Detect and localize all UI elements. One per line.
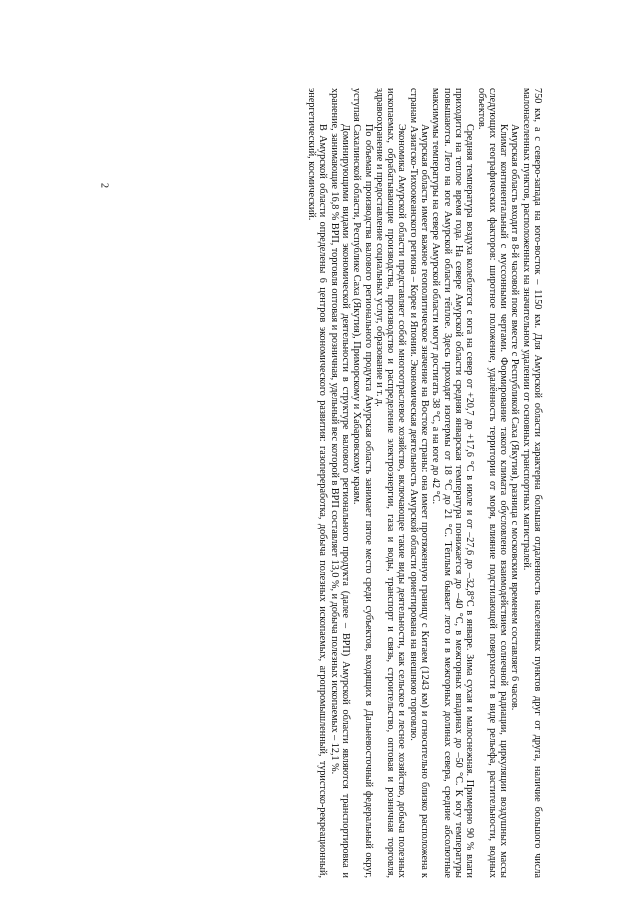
document-body [103,88,543,878]
paragraph: Амурская область имеет важное геополитическое значение на Востоке страны: она имеет протяженную границу с Китаем (1243 км) и относительно близко расположена к странам Азиатско-Тихоокеанского региона – Корее и Японии. Экономическая деятельность Амурской области ориентирована на внешнюю торговлю. [407,88,431,878]
page-number: 2 [98,182,110,189]
paragraph: Доминирующими видами экономической деятельности в структуре валового регионального продукта (далее – ВРП) Амурской области являются транспортировка и хранение, занимающие 16,8 % ВРП, торговля оптовая и розничная, удельный вес которой в ВРП составляет 13,0 %, и добыча полезных ископаемых – 12,1 %. [328,88,351,878]
paragraph: Климат континентальный с муссонными чертами. Формирование такого климата обусловлено взаимодействием солнечной радиации, циркуляции воздушных массы следующих географических факторов: широтное положение, удалённость территории от моря, влияние подстилающей поверхности в виде рельефа, растительности, водных объектов. [475,88,510,878]
paragraph: Средняя температура воздуха колеблется с юга на север от +20,7 до +17,6 °С в июле и от –27,6 до –32,8°С в январе. Зима сухая и малоснежная. Примерно 90 % влаги приходится на теплое время года. На севере Амурской области средняя январская температура понижается до –40 °С, в межгорных впадинах до –50 °С. К югу температуры повышаются. Лето на юге Амурской области тёплое. Здесь проходят изотермы от 18 °С до 21 °С. Тёплым бывает лето и в межгорных долинах севера, средние абсолютные максимумы температуры на севере Амурской области могут достигать 38 °С, а на юге до 42 °С. [430,88,476,878]
paragraph: По объемам производства валового регионального продукта Амурская область занимает пятое место среди субъектов, входящих в Дальневосточный федеральный округ, уступая Сахалинской области, Республике Саха (Якутия), Приморскому и Хабаровскому краям. [351,88,374,878]
paragraph: В Амурской области определены 6 центров экономического развития: газопереработка, добыча полезных ископаемых, агропромышленный, туристско-рекреационный, энергетический, космический. [306,88,329,878]
paragraph: Амурская область входит в 8-й часовой пояс вместе с Республикой Саха (Якутия), разница с московским временем составляет 6 часов. [509,124,521,711]
paragraph: 750 км, а с северо-запада на юго-восток – 1150 км. Для Амурской области характерна большая отдаленность населенных пунктов друг от друга, наличие большого числа малонаселенных пунктов, расположенных на значительном удалении от основных транспортных магистралей. [520,88,543,878]
paragraph: Экономика Амурской области представляет собой многоотраслевое хозяйство, включающее такие виды деятельности, как сельское и лесное хозяйство, добыча полезных ископаемых, обрабатывающие производства, производство и распределение электроэнергии, газа и воды, транспорт и связь, строительство, оптовая и розничная торговля, здравоохранение и предоставление социальных услуг, образование и т. д. [373,88,408,878]
